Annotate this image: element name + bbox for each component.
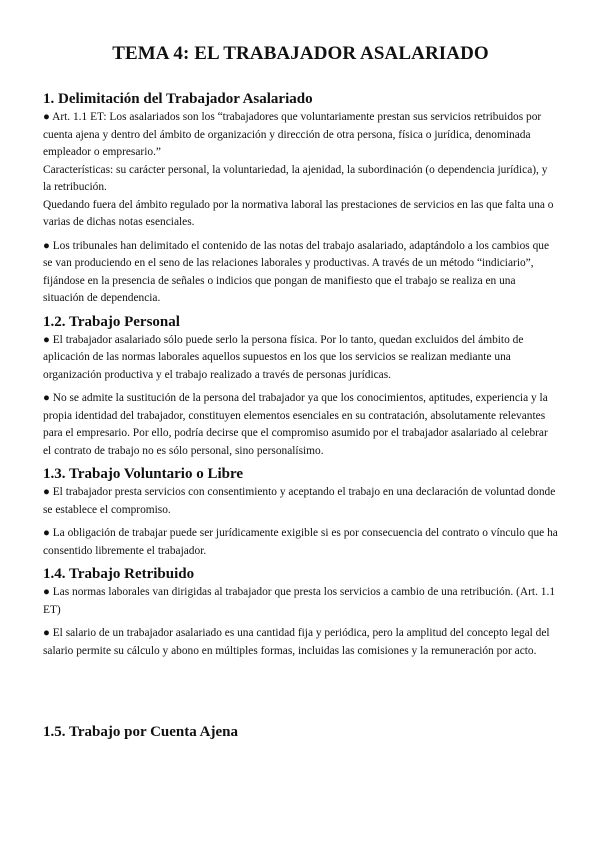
section-heading-cuenta-ajena: 1.5. Trabajo por Cuenta Ajena [43, 724, 239, 740]
paragraph-consentimiento: ● El trabajador presta servicios con consentimiento y aceptando el trabajo en una declaración de voluntad donde se establece el compromiso. [43, 486, 556, 516]
paragraph-obligacion-trabajar: ● La obligación de trabajar puede ser jurídicamente exigible si es por consecuencia del contrato o vínculo que ha consentido libremente el trabajador. [43, 527, 558, 557]
section-heading-trabajo-voluntario: 1.3. Trabajo Voluntario o Libre [43, 466, 244, 482]
section-heading-trabajo-personal: 1.2. Trabajo Personal [43, 313, 180, 330]
paragraph-persona-fisica: ● El trabajador asalariado sólo puede serlo la persona física. Por lo tanto, quedan excluidos del ámbito de aplicación de las normas laborales aquellos supuestos en los que los servicios se realizan mediante una organización productiva y el trabajo realizado a través de personas jurídicas. [43, 333, 524, 381]
paragraph-salario: ● El salario de un trabajador asalariado es una cantidad fija y periódica, pero la amplitud del concepto legal del salario permite su cálculo y abono en múltiples formas, incluidas las comisiones y la remuneración por acto. [43, 627, 550, 657]
paragraph-sustitucion: ● No se admite la sustitución de la persona del trabajador ya que los conocimientos, aptitudes, experiencia y la propia identidad del trabajador, constituyen elementos esenciales en su contratación, absolutamente relevantes para el empresario. Por ello, podría decirse que el compromiso asumido por el trabajador asalariado al celebrar el contrato de trabajo no es sólo personal, sino personalísimo. [43, 392, 548, 457]
section-heading-delimitacion: 1. Delimitación del Trabajador Asalariado [43, 91, 313, 107]
paragraph-art-1-1: ● Art. 1.1 ET: Los asalariados son los “trabajadores que voluntariamente prestan sus servicios retribuidos por cuenta ajena y dentro del ámbito de organización y dirección de otra persona, física o jurídica, denominada empleador o empresario.” [43, 111, 542, 158]
paragraph-normas-laborales: ● Las normas laborales van dirigidas al trabajador que presta los servicios a cambio de una retribución. (Art. 1.1 ET) [43, 586, 556, 616]
paragraph-quedando-fuera: Quedando fuera del ámbito regulado por la normativa laboral las prestaciones de servicios en las que falta una o varias de dichas notas esenciales. [43, 198, 554, 228]
paragraph-caracteristicas: Características: su carácter personal, la voluntariedad, la ajenidad, la subordinación (o dependencia jurídica), y la retribución. [43, 163, 548, 193]
paragraph-tribunales: ● Los tribunales han delimitado el contenido de las notas del trabajo asalariado, adaptándolo a los cambios que se van produciendo en el seno de las relaciones laborales y productivas. A través de un método “indiciario”, fijándose en la presencia de señales o indicios que pongan de manifiesto que el trabajo se realiza en una situación de dependencia. [43, 239, 550, 304]
document-title: TEMA 4: EL TRABAJADOR ASALARIADO [112, 43, 489, 64]
section-heading-trabajo-retribuido: 1.4. Trabajo Retribuido [43, 566, 195, 582]
